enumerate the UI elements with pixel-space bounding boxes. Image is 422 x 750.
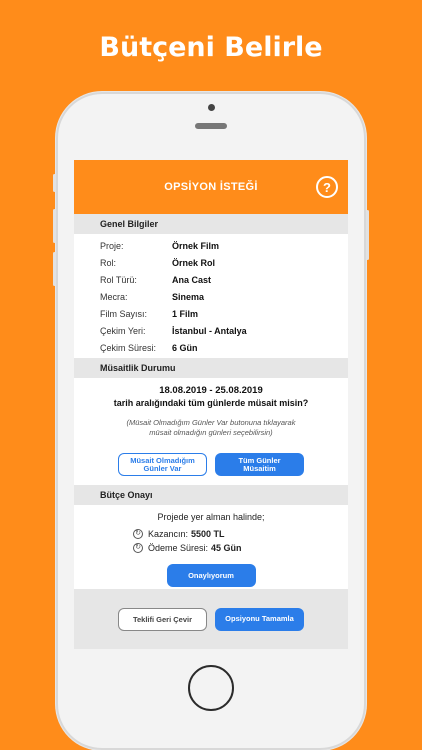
button-label: Tüm Günler [238,455,281,465]
help-icon[interactable]: ? [316,176,338,198]
all-days-available-button[interactable] [215,453,304,476]
info-row-duration [100,339,348,356]
info-label: Rol Türü: [100,274,137,285]
promo-title: Bütçeni Belirle [99,32,323,63]
info-label: Rol: [100,257,117,268]
confirm-button[interactable]: Onaylıyorum [167,564,256,587]
availability-dates: 18.08.2019 - 25.08.2019 [159,385,263,396]
info-row-project [100,237,348,254]
info-label: Çekim Yeri: [100,325,146,336]
info-row-location [100,322,348,339]
budget-intro: Projede yer alman halinde; [157,512,265,522]
phone-frame [56,92,366,750]
mute-switch [53,174,56,192]
info-value: Örnek Film [172,240,220,251]
button-label: Günler Var [143,463,182,473]
availability-question: tarih aralığındaki tüm günlerde müsait misin? [113,398,309,408]
info-label: Çekim Süresi: [100,342,157,353]
info-label: Mecra: [100,291,128,302]
info-row-medium [100,288,348,305]
home-button[interactable] [188,665,234,711]
info-row-role-type [100,271,348,288]
payment-value: 45 Gün [211,543,242,553]
earnings-label: Kazancın: [148,529,189,539]
section-general-info: Genel Bilgiler [74,214,348,234]
budget-panel [74,505,348,587]
info-row-film-count [100,305,348,322]
app-header [74,160,348,214]
info-value: İstanbul - Antalya [172,325,247,336]
earnings-value: 5500 TL [191,529,225,539]
info-label: Film Sayısı: [100,308,148,319]
general-info-list [74,234,348,358]
availability-buttons [74,453,348,476]
page-title: OPSİYON İSTEĞİ [164,181,258,193]
button-label: Müsaitim [243,463,276,473]
confirm-wrap [74,564,348,587]
info-value: Ana Cast [172,274,212,285]
hint-line: müsait olmadığın günleri seçebilirsin) [149,428,273,437]
info-value: 6 Gün [172,342,198,353]
payment-label: Ödeme Süresi: [148,543,209,553]
clock-icon: ↻ [133,543,143,553]
power-button [366,210,369,260]
payment-row [74,541,348,555]
earnings-row [74,527,348,541]
unavailable-days-button[interactable] [118,453,207,476]
money-icon: ↻ [133,529,143,539]
volume-down-button [53,252,56,286]
hint-line: (Müsait Olmadığım Günler Var butonuna tıklayarak [126,418,296,427]
availability-hint [82,418,340,438]
availability-panel [74,378,348,442]
info-label: Proje: [100,240,124,251]
info-value: Örnek Rol [172,257,216,268]
footer-actions [74,589,348,649]
volume-up-button [53,209,56,243]
info-value: Sinema [172,291,205,302]
front-camera [208,104,215,111]
reject-offer-button[interactable]: Teklifi Geri Çevir [118,608,207,631]
section-budget: Bütçe Onayı [74,485,348,505]
info-value: 1 Film [172,308,199,319]
earpiece [195,123,227,129]
app-screen [74,160,348,649]
complete-option-button[interactable]: Opsiyonu Tamamla [215,608,304,631]
section-availability: Müsaitlik Durumu [74,358,348,378]
info-row-role [100,254,348,271]
button-label: Müsait Olmadığım [130,455,195,465]
